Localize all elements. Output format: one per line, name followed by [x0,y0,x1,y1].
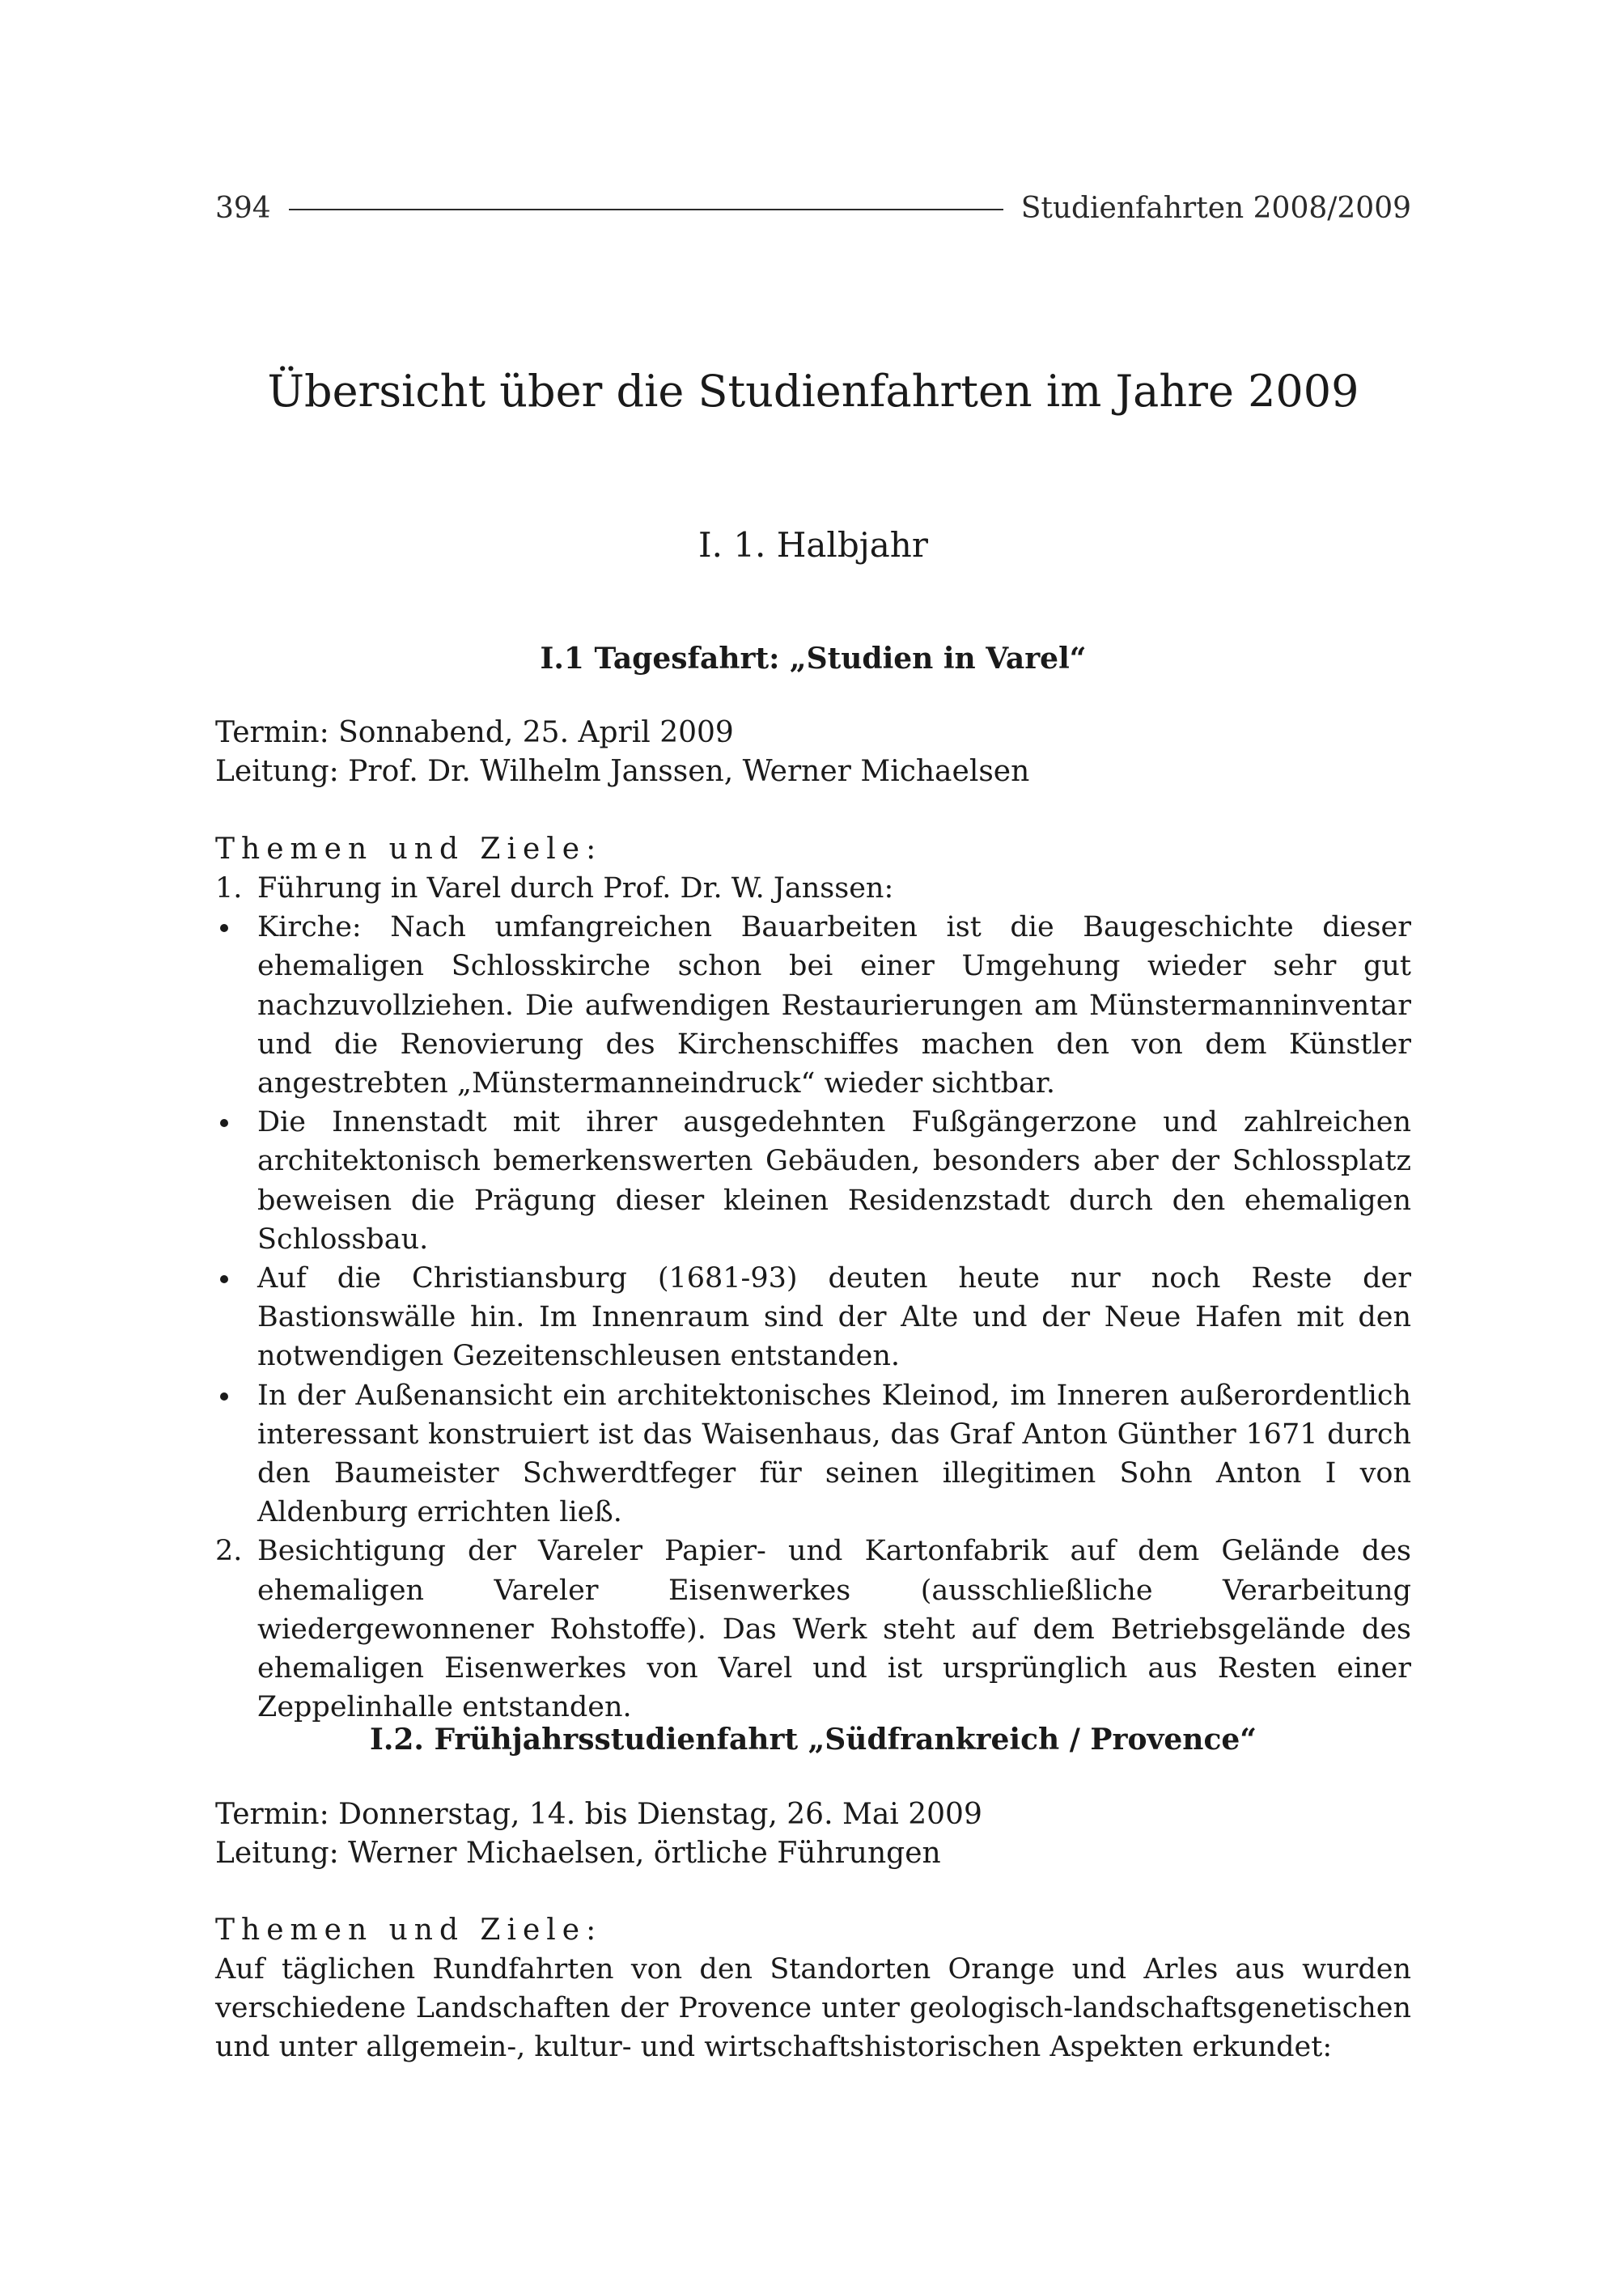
list-item-text: Kirche: Nach umfangreichen Bauarbeiten ist die Baugeschichte dieser ehemaligen Schlosskirche schon bei einer Umgehung wieder sehr gut nachzuvollziehen. Die aufwendigen Restaurierungen am Münstermanninventar und die Renovierung des Kirchenschiffes machen den von dem Künstler angestrebten „Münstermanneindruck“ wieder sichtbar. [257,911,1411,1100]
page-number: 394 [215,191,271,225]
page-title: Übersicht über die Studienfahrten im Jahre 2009 [267,366,1359,417]
trip2-leitung: Leitung: Werner Michaelsen, örtliche Führungen [215,1837,941,1870]
header-rule [289,209,1003,210]
list-marker: 2. [215,1535,243,1568]
trip2-themen-label: Themen und Ziele: [215,1914,603,1947]
list-item [215,869,1411,908]
list-item [215,1259,1411,1376]
trip1-termin: Termin: Sonnabend, 25. April 2009 [215,716,734,749]
list-item [215,1532,1411,1727]
trip1-heading: I.1 Tagesfahrt: „Studien in Varel“ [540,642,1087,676]
list-item-text: Führung in Varel durch Prof. Dr. W. Janssen: [257,872,894,905]
list-item-text: Besichtigung der Vareler Papier- und Kartonfabrik auf dem Gelände des ehemaligen Vareler Eisenwerkes (ausschließliche Verarbeitung wiedergewonnener Rohstoffe). Das Werk steht auf dem Betriebsgelände des ehemaligen Eisenwerkes von Varel und ist ursprünglich aus Resten einer Zeppelinhalle entstanden. [257,1535,1411,1724]
trip2-heading: I.2. Frühjahrsstudienfahrt „Südfrankreich / Provence“ [370,1723,1257,1757]
running-header [215,188,1411,228]
list-item [215,908,1411,1103]
list-item [215,1103,1411,1259]
list-item [215,1376,1411,1532]
running-title: Studienfahrten 2008/2009 [1020,191,1411,225]
trip1-item-list [215,869,1411,1727]
list-marker: 1. [215,872,243,905]
half-year-heading: I. 1. Halbjahr [698,525,928,565]
list-item-text: Auf die Christiansburg (1681-93) deuten heute nur noch Reste der Bastionswälle hin. Im Innenraum sind der Alte und der Neue Hafen mit den notwendigen Gezeitenschleusen entstanden. [257,1262,1411,1373]
trip2-termin: Termin: Donnerstag, 14. bis Dienstag, 26. Mai 2009 [215,1798,982,1831]
trip2-intro-paragraph: Auf täglichen Rundfahrten von den Standorten Orange und Arles aus wurden verschiedene Landschaften der Provence unter geologisch-landschaftsgenetischen und unter allgemein-, kultur- und wirtschaftshistorischen Aspekten erkundet: [215,1953,1411,2064]
trip1-leitung: Leitung: Prof. Dr. Wilhelm Janssen, Werner Michaelsen [215,755,1030,788]
list-item-text: In der Außenansicht ein architektonisches Kleinod, im Inneren außerordentlich interessant konstruiert ist das Waisenhaus, das Graf Anton Günther 1671 durch den Baumeister Schwerdtfeger für seinen illegitimen Sohn Anton I von Aldenburg errichten ließ. [257,1379,1411,1529]
list-item-text: Die Innenstadt mit ihrer ausgedehnten Fußgängerzone und zahlreichen architektonisch bemerkenswerten Gebäuden, besonders aber der Schlossplatz beweisen die Prägung dieser kleinen Residenzstadt durch den ehemaligen Schlossbau. [257,1106,1411,1256]
trip1-themen-label: Themen und Ziele: [215,833,603,866]
